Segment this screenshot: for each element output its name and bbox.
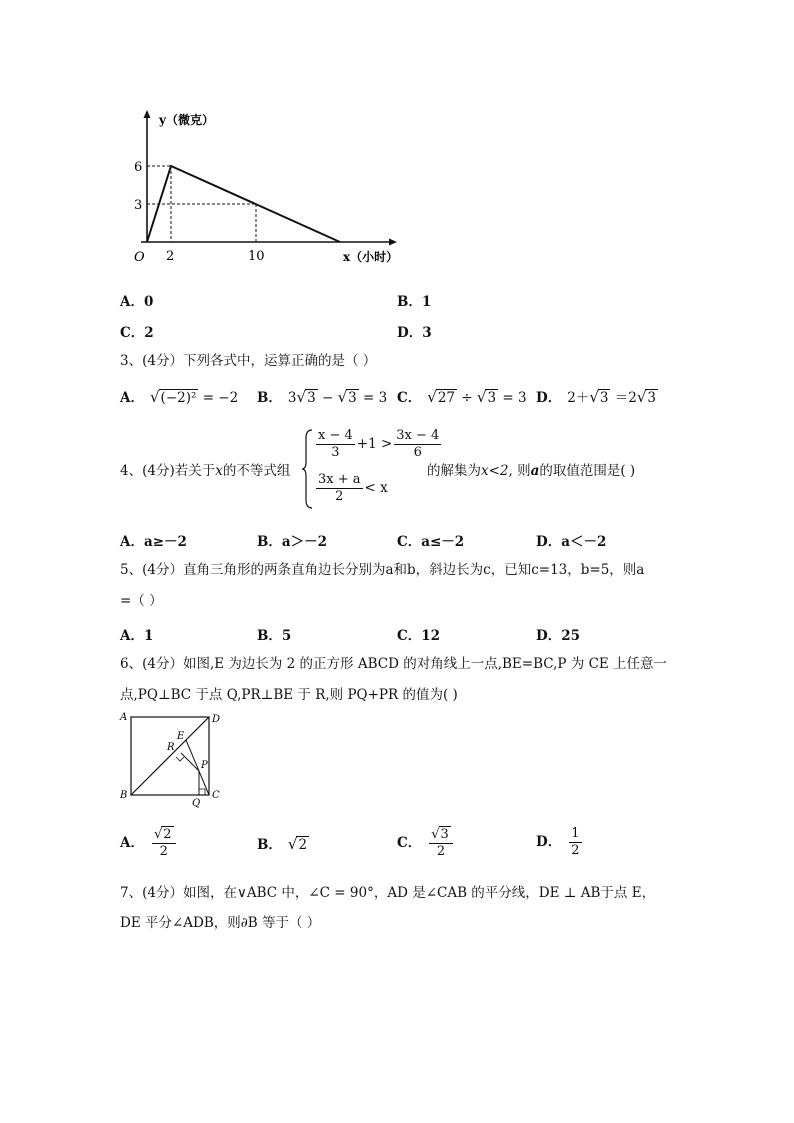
label-c: C — [212, 790, 220, 801]
q3-option-d: D． 2＋√3 ＝2√3 — [536, 388, 657, 406]
label-d: D — [212, 714, 221, 725]
q3-a-radicand: (−2)² — [160, 390, 197, 406]
q3-c-mid: ÷ — [457, 390, 477, 406]
q3-d-rad2: 3 — [647, 390, 657, 406]
q7-line-2: DE 平分∠ADB，则∂B 等于（ ） — [120, 915, 321, 931]
q3-d-rad1: 3 — [599, 390, 609, 406]
q4-inequality-2 — [314, 472, 388, 505]
q3-a-tail: = −2 — [198, 390, 239, 406]
q4-e2-num: 3x + a — [318, 472, 361, 487]
q2-option-a: A．0 — [120, 294, 154, 310]
segment-pr — [181, 753, 199, 771]
q3-option-a: A． √(−2)² = −2 — [120, 388, 239, 406]
q6-c-label: C． — [397, 834, 422, 851]
q6-b-rad: 2 — [298, 837, 308, 853]
q6-c-num: 3 — [440, 827, 449, 842]
label-b: B — [120, 790, 128, 801]
q3-d-mid: ＝2 — [610, 390, 637, 406]
q4-option-d: D．a＜－2 — [536, 534, 607, 550]
y-tick-6: 6 — [134, 160, 143, 175]
q3-c-rad2: 3 — [487, 390, 497, 406]
q5-option-c: C．12 — [397, 628, 441, 644]
q3-b-rad1: 3 — [307, 390, 316, 406]
q6-option-a: A． $\frac{√2}{2}$ — [120, 826, 178, 860]
concentration-graph — [125, 108, 425, 268]
q3-c-tail: = 3 — [498, 390, 527, 406]
q7-line-1: 7、(4分）如图，在∨ABC 中，∠C = 90°，AD 是∠CAB 的平分线，DE ⊥ AB于点 E， — [120, 885, 656, 901]
right-angle-q — [199, 789, 205, 795]
x-axis-arrow — [389, 239, 397, 246]
q6-a-label: A． — [120, 834, 144, 851]
y-axis-label: y（微克） — [159, 113, 214, 127]
q6-b-label: B． — [257, 837, 282, 853]
q4-stem-mid: 的不等式组 — [222, 463, 291, 479]
q3-a-label: A． — [120, 390, 144, 406]
q3-c-rad1: 27 — [437, 390, 455, 406]
q6-a-num: 2 — [163, 827, 172, 842]
diagonal-bd — [131, 717, 209, 795]
q4-stem-last: 的取值范围是( ) — [539, 463, 636, 479]
q6-a-den: 2 — [159, 844, 168, 859]
q6-line-2: 点,PQ⊥BC 于点 Q,PR⊥BE 于 R,则 PQ+PR 的值为( ) — [120, 687, 458, 703]
q2-option-c: C．2 — [120, 325, 154, 341]
q3-c-label: C． — [397, 390, 422, 406]
q4-e1-num2: 3x − 4 — [396, 428, 440, 443]
q4-stem-right — [427, 462, 635, 480]
q4-brace — [302, 428, 314, 510]
q3-stem: 3、(4分）下列各式中，运算正确的是（ ） — [120, 353, 377, 369]
q5-option-d: D．25 — [536, 628, 580, 644]
label-a: A — [120, 712, 128, 723]
y-axis-arrow — [144, 110, 151, 118]
q6-d-num: 1 — [571, 826, 580, 841]
q4-var-a: a — [530, 463, 540, 479]
q3-b-label: B． — [257, 390, 282, 406]
q4-inequality-1 — [314, 428, 443, 461]
label-r: R — [167, 742, 175, 753]
q5-line-2: =（ ） — [120, 593, 163, 609]
label-q: Q — [192, 798, 201, 808]
q3-d-pre: 2＋ — [567, 390, 590, 406]
q4-e2-tail: < x — [364, 480, 388, 496]
q3-option-b: B． 3√3 − √3 = 3 — [257, 388, 388, 406]
q3-option-c: C． √27 ÷ √3 = 3 — [397, 388, 527, 406]
x-tick-2: 2 — [166, 249, 175, 264]
x-tick-10: 10 — [248, 249, 265, 264]
q4-stem-left — [120, 462, 290, 480]
q6-option-b: B． √2 — [257, 835, 308, 853]
q4-var-x: x — [215, 463, 223, 479]
q4-stem-pre: 4、(4分)若关于 — [120, 463, 216, 479]
q6-option-c: C． $\frac{√3}{2}$ — [397, 826, 455, 860]
q2-option-d: D．3 — [397, 325, 432, 341]
q4-e1-num1: x − 4 — [318, 428, 353, 443]
q3-b-pre: 3 — [287, 390, 297, 406]
q6-d-label: D． — [536, 834, 562, 850]
q6-d-den: 2 — [571, 843, 580, 858]
q5-line-1: 5、(4分）直角三角形的两条直角边长分别为a和b，斜边长为c，已知c=13，b=5，则a — [120, 562, 645, 578]
q3-d-label: D． — [536, 390, 562, 406]
q6-option-d — [536, 826, 584, 859]
q4-option-a: A．a≥－2 — [120, 534, 187, 550]
q6-c-den: 2 — [436, 844, 446, 859]
q5-option-a: A．1 — [120, 628, 154, 644]
q5-option-b: B．5 — [257, 628, 292, 644]
q4-option-b: B．a＞－2 — [257, 534, 328, 550]
q4-cond: x<2 — [481, 463, 509, 479]
q4-stem-post: 的解集为 — [427, 463, 481, 479]
q3-b-mid: − — [317, 390, 338, 406]
origin-label: O — [134, 250, 145, 265]
right-angle-r — [176, 757, 184, 761]
q4-e1-mid: +1 > — [356, 436, 393, 452]
q2-option-b: B．1 — [397, 294, 432, 310]
q3-b-tail: = 3 — [358, 390, 388, 406]
q4-stem-end: , 则 — [508, 463, 531, 479]
q3-b-rad2: 3 — [348, 390, 357, 406]
q4-e1-den1: 3 — [331, 445, 340, 460]
label-e: E — [177, 731, 185, 742]
q4-e2-den: 2 — [335, 489, 344, 504]
q4-option-c: C．a≤－2 — [397, 534, 465, 550]
q6-line-1: 6、(4分）如图,E 为边长为 2 的正方形 ABCD 的对角线上一点,BE=BC,P 为 CE 上任意一 — [120, 656, 668, 672]
y-tick-3: 3 — [134, 198, 143, 213]
q4-e1-den2: 6 — [413, 445, 422, 460]
label-p: P — [201, 760, 208, 771]
square-figure — [115, 708, 230, 808]
x-axis-label: x（小时） — [343, 250, 399, 264]
